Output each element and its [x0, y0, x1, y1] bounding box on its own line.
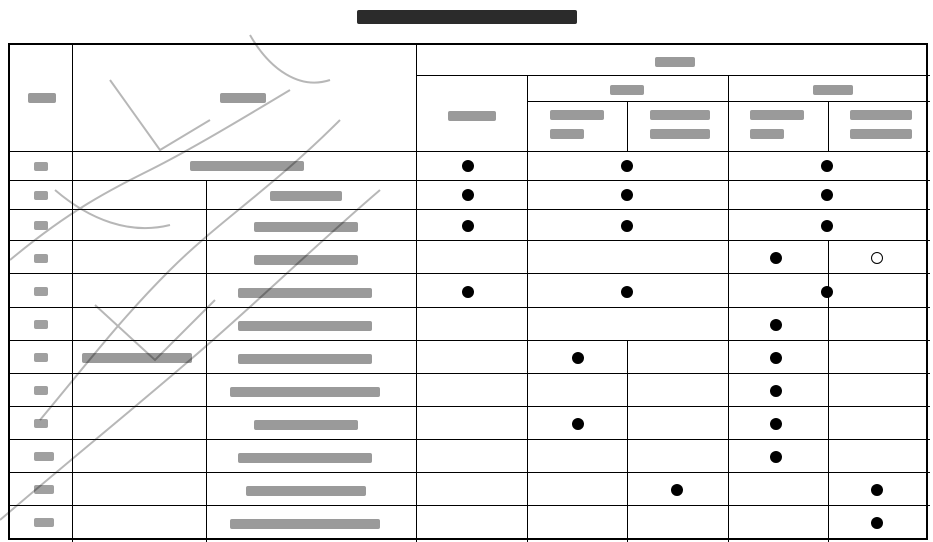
grid-hline [10, 373, 930, 374]
function-placeholder [238, 321, 372, 331]
category-placeholder [190, 161, 304, 171]
mark-dot [770, 451, 782, 463]
mark-dot [821, 286, 833, 298]
title-placeholder [357, 10, 577, 24]
mark-dot [770, 352, 782, 364]
row-number-placeholder [34, 518, 54, 527]
mark-dot [462, 189, 474, 201]
grid-hline [10, 472, 930, 473]
grid-hline [10, 209, 930, 210]
function-placeholder [238, 354, 372, 364]
header-placeholder [610, 85, 644, 95]
grid-hline [10, 340, 930, 341]
header-placeholder [220, 93, 266, 103]
mark-dot [770, 252, 782, 264]
row-number-placeholder [34, 320, 48, 329]
mark-dot [770, 385, 782, 397]
mark-dot [621, 189, 633, 201]
grid-vline [627, 340, 628, 542]
mark-dot [871, 517, 883, 529]
mark-dot [621, 160, 633, 172]
mark-dot [871, 484, 883, 496]
requirements-table [8, 43, 928, 540]
mark-dot [621, 286, 633, 298]
mark-dot [572, 352, 584, 364]
grid-hline [10, 273, 930, 274]
header-placeholder [650, 110, 710, 120]
function-placeholder [238, 453, 372, 463]
header-placeholder [850, 129, 912, 139]
header-placeholder [850, 110, 912, 120]
row-number-placeholder [34, 353, 48, 362]
function-placeholder [270, 191, 342, 201]
mark-dot [821, 160, 833, 172]
header-placeholder [750, 129, 784, 139]
header-placeholder [650, 129, 710, 139]
document-title [0, 6, 933, 28]
function-placeholder [246, 486, 366, 496]
category-placeholder [82, 353, 192, 363]
grid-vline [828, 101, 829, 151]
mark-dot [572, 418, 584, 430]
grid-vline [206, 180, 207, 542]
row-number-placeholder [34, 485, 54, 494]
mark-dot [770, 319, 782, 331]
grid-hline [10, 180, 930, 181]
grid-hline [10, 240, 930, 241]
function-placeholder [254, 420, 358, 430]
grid-hline [416, 75, 930, 76]
mark-dot [621, 220, 633, 232]
mark-ring [871, 252, 883, 264]
grid-vline [72, 45, 73, 542]
header-placeholder [448, 111, 496, 121]
header-placeholder [28, 93, 56, 103]
table-grid [10, 45, 926, 538]
mark-dot [821, 220, 833, 232]
mark-dot [821, 189, 833, 201]
mark-dot [462, 220, 474, 232]
function-placeholder [230, 519, 380, 529]
mark-dot [462, 286, 474, 298]
function-placeholder [238, 288, 372, 298]
row-number-placeholder [34, 191, 48, 200]
grid-hline [10, 307, 930, 308]
mark-dot [770, 418, 782, 430]
grid-hline [527, 101, 930, 102]
function-placeholder [230, 387, 380, 397]
mark-dot [671, 484, 683, 496]
row-number-placeholder [34, 419, 48, 428]
grid-hline [10, 505, 930, 506]
function-placeholder [254, 222, 358, 232]
header-placeholder [550, 110, 604, 120]
mark-dot [462, 160, 474, 172]
grid-vline [416, 45, 417, 542]
function-placeholder [254, 255, 358, 265]
header-placeholder [550, 129, 584, 139]
grid-vline [627, 101, 628, 151]
header-placeholder [655, 57, 695, 67]
row-number-placeholder [34, 452, 54, 461]
grid-hline [10, 406, 930, 407]
row-number-placeholder [34, 254, 48, 263]
grid-hline [10, 151, 930, 152]
row-number-placeholder [34, 386, 48, 395]
row-number-placeholder [34, 162, 48, 171]
row-number-placeholder [34, 221, 48, 230]
header-placeholder [813, 85, 853, 95]
header-placeholder [750, 110, 804, 120]
grid-hline [10, 439, 930, 440]
row-number-placeholder [34, 287, 48, 296]
